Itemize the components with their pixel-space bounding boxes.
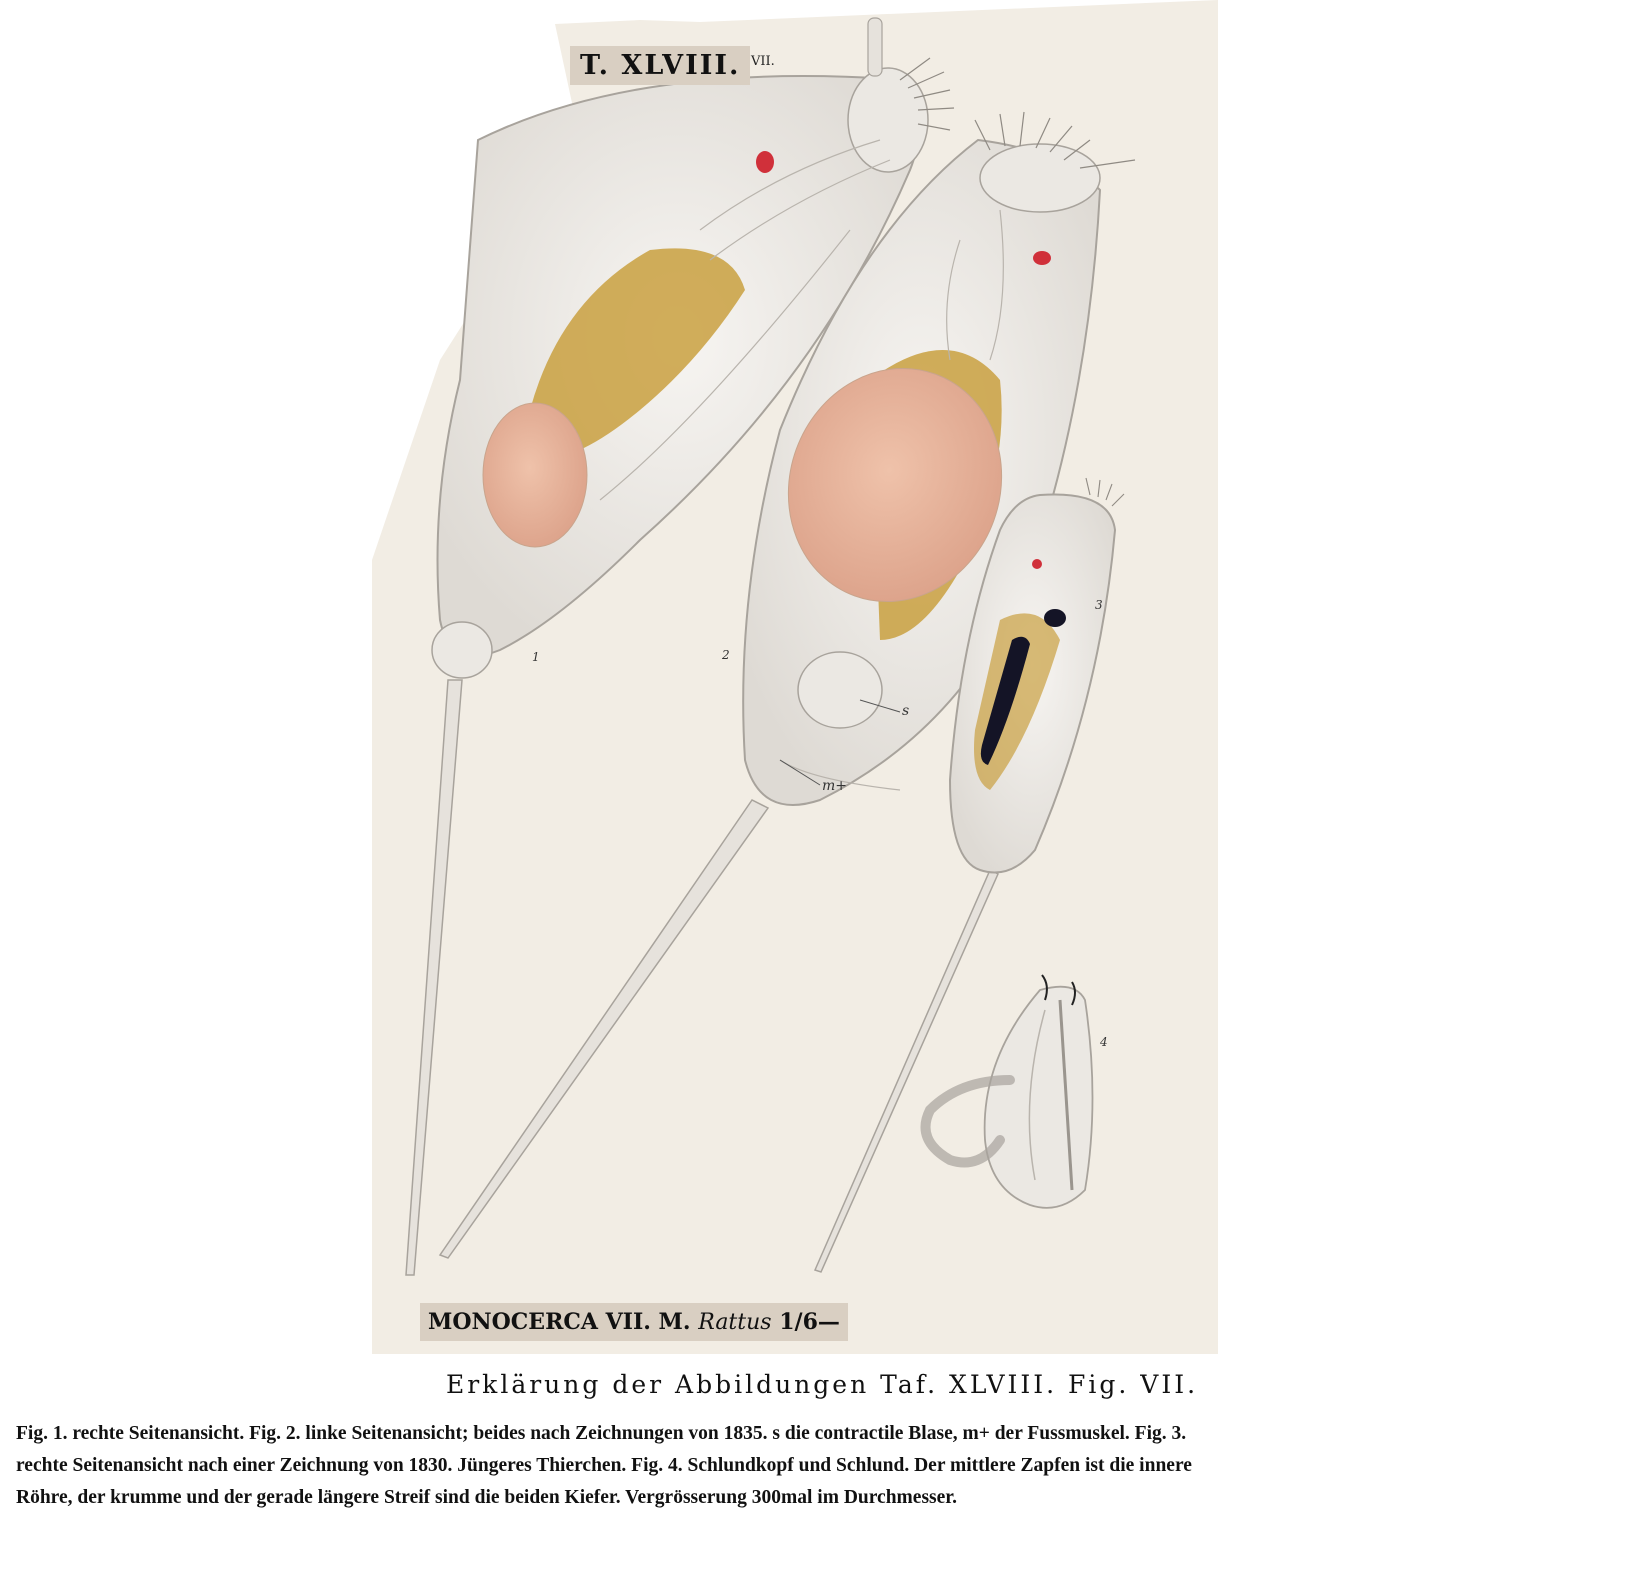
figure-1-foot — [432, 622, 492, 678]
caption-title: Erklärung der Abbildungen Taf. XLVIII. Fig. VII. — [445, 1370, 1199, 1399]
annotation-s-contractile-bladder: s — [902, 703, 910, 719]
annotation-m-foot-muscle: m+ — [822, 778, 848, 794]
figure-4-number: 4 — [1100, 1035, 1108, 1049]
plate-roman-numeral: VII. — [751, 54, 775, 69]
figure-3-eyespot — [1032, 559, 1042, 569]
genus-species-label — [420, 1303, 848, 1341]
figure-3-jaw-tip — [1044, 609, 1066, 627]
figure-1-number: 1 — [532, 650, 540, 664]
figure-1-head — [848, 68, 928, 172]
figure-2-eyespot — [1033, 251, 1051, 265]
caption-body — [16, 1418, 1624, 1514]
figure-2-contractile-bladder — [798, 652, 882, 728]
figure-2-head — [980, 144, 1100, 212]
figure-1-antenna — [868, 18, 882, 76]
figure-1-ovary — [483, 403, 587, 547]
caption-line-2: rechte Seitenansicht nach einer Zeichnung von 1830. Jüngeres Thierchen. Fig. 4. Schlundkopf und Schlund. Der mittlere Zapfen ist die innere — [16, 1455, 1192, 1476]
figure-1-eyespot — [756, 151, 774, 173]
plate-number-label: T. XLVIII. — [570, 46, 750, 85]
caption-line-3: Röhre, der krumme und der gerade längere Streif sind die beiden Kiefer. Vergrösserung 300mal im Durchmesser. — [16, 1487, 958, 1508]
scale-label-text: 1/6— — [779, 1309, 840, 1335]
genus-label-text: MONOCERCA VII. M. — [428, 1309, 691, 1335]
figure-3-number: 3 — [1095, 598, 1103, 612]
caption-line-1: Fig. 1. rechte Seitenansicht. Fig. 2. linke Seitenansicht; beides nach Zeichnungen von 1835. s die contractile Blase, m+ der Fussmuskel. Fig. 3. — [16, 1423, 1187, 1444]
species-label-text: Rattus — [698, 1310, 772, 1335]
figure-2-number: 2 — [722, 648, 730, 662]
